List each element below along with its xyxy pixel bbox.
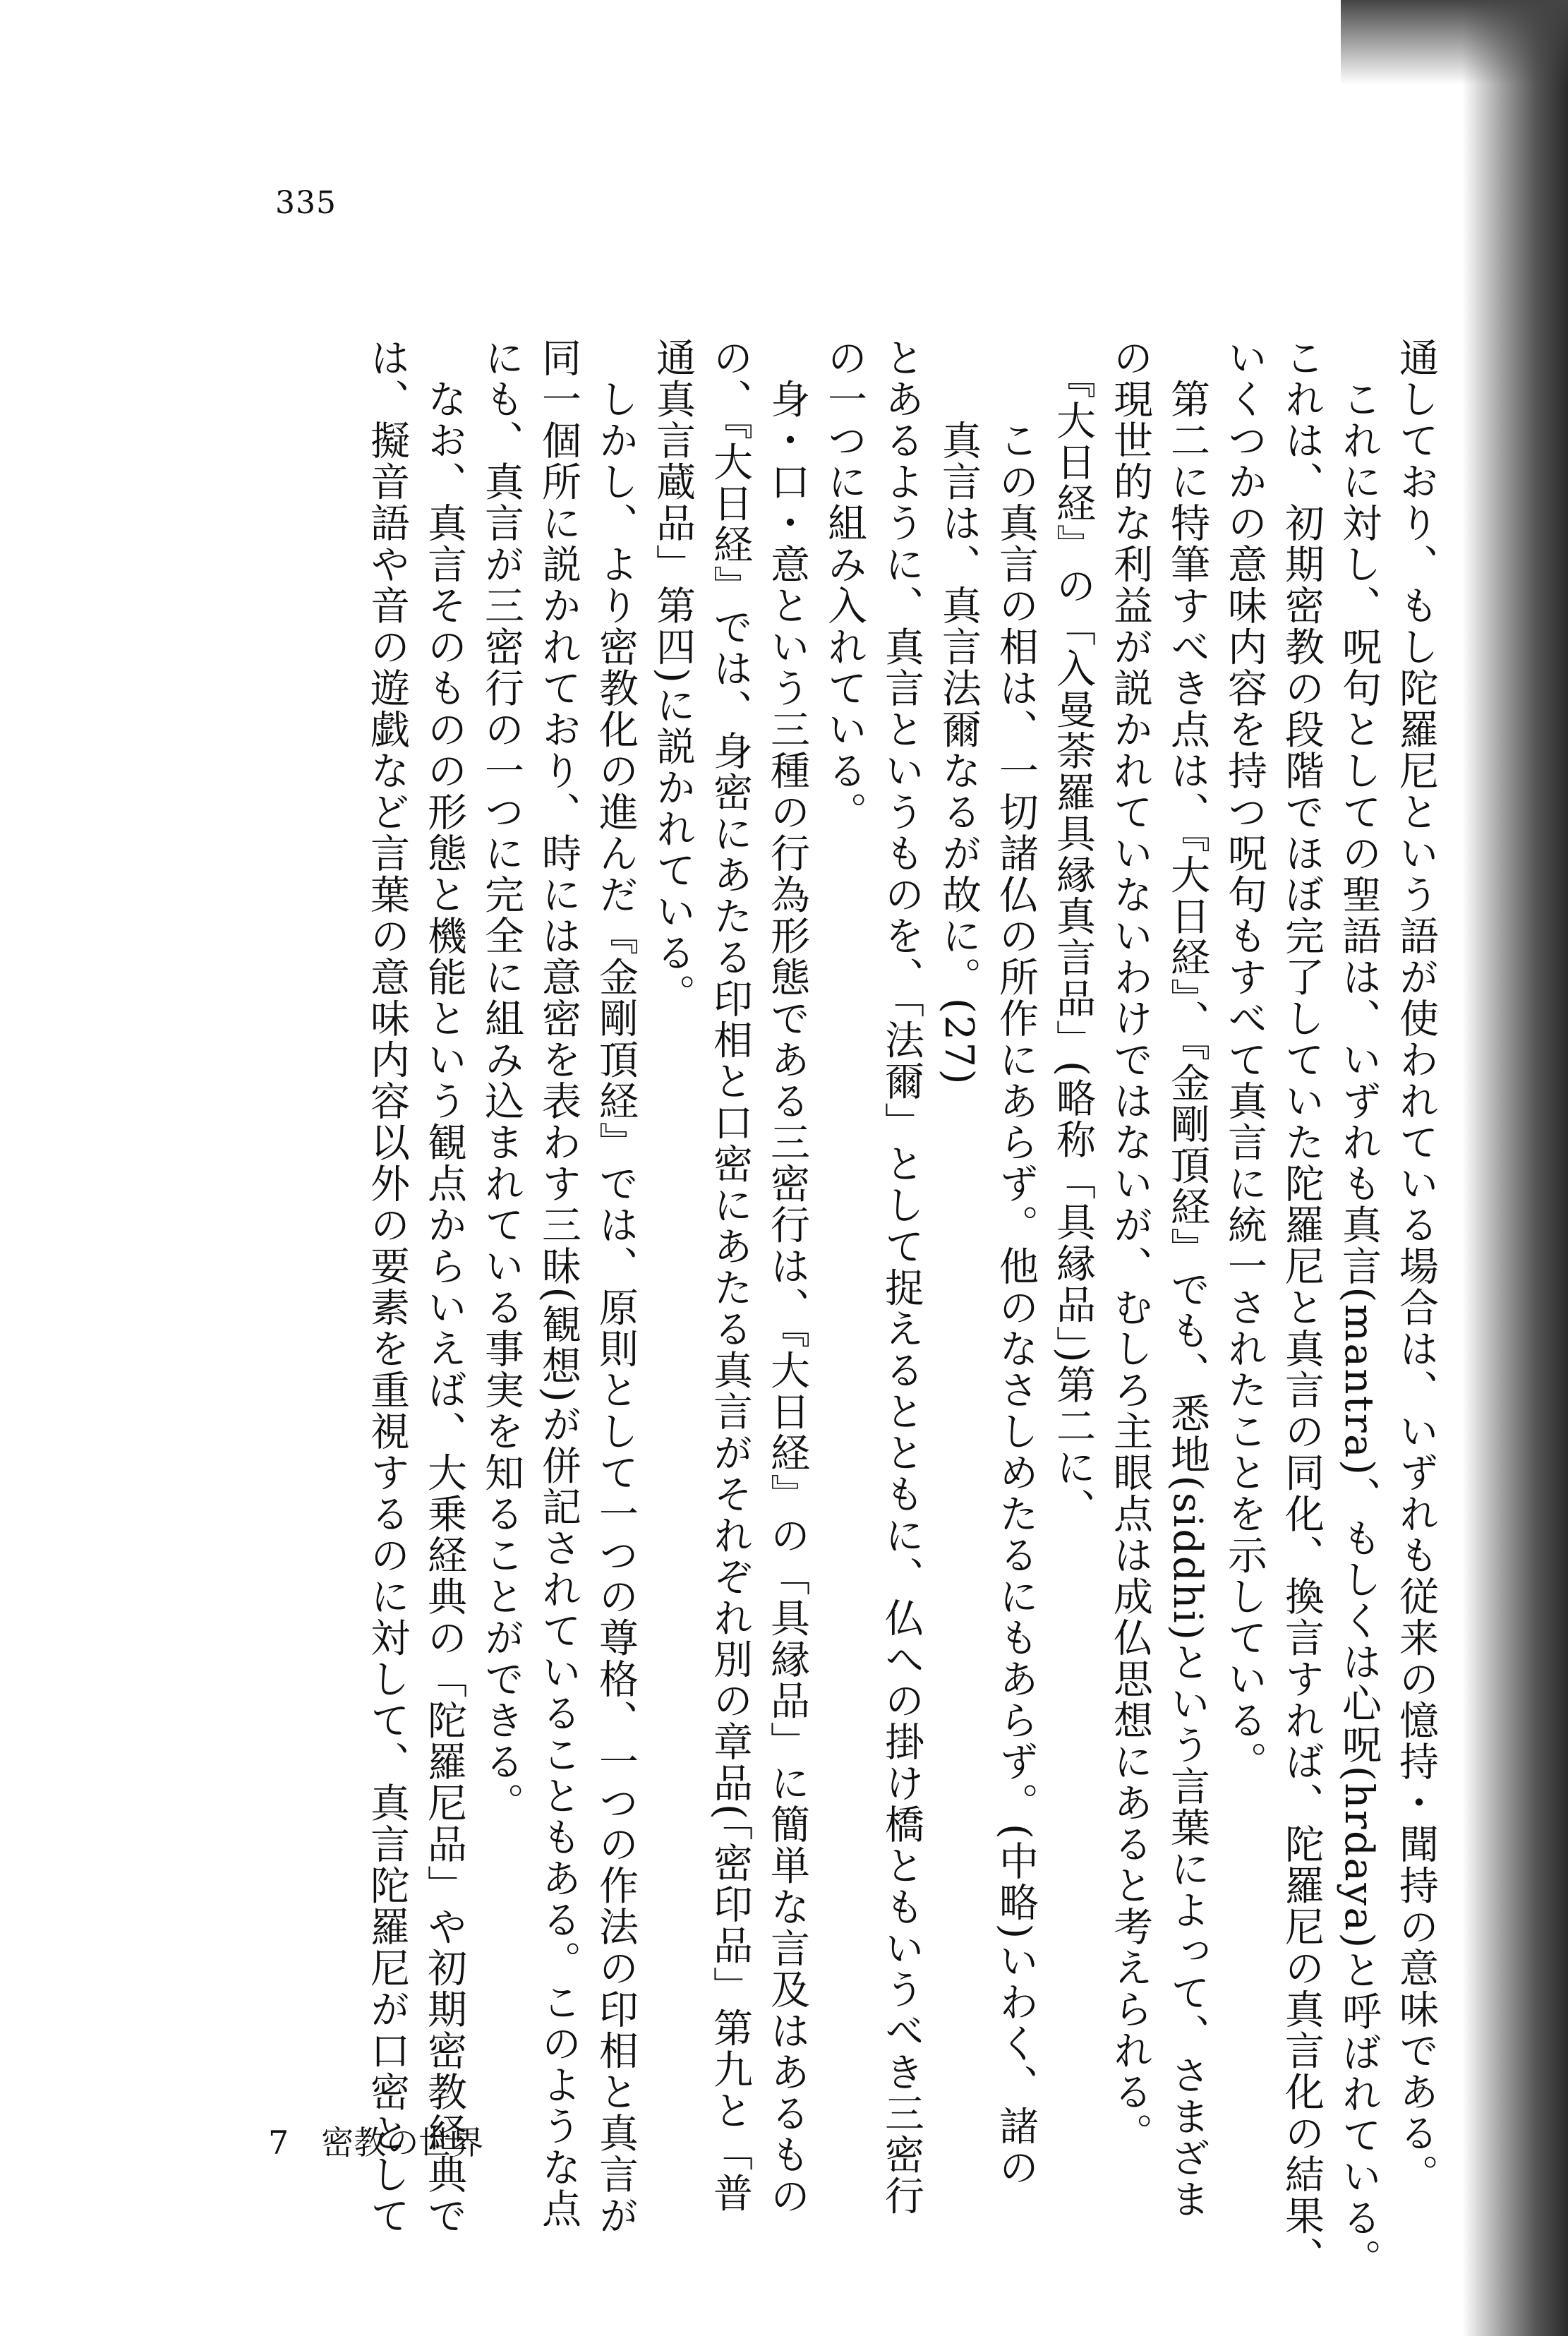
text-line: 第二に特筆すべき点は、『大日経』、『金剛頂経』でも、悉地(siddhi)という言葉によって、さまざま bbox=[1164, 337, 1210, 2220]
scan-edge-shadow bbox=[1462, 0, 1568, 2336]
quote-line: この真言の相は、一切諸仏の所作にあらず。他のなさしめたるにもあらず。(中略)いわく、諸の bbox=[993, 337, 1039, 2189]
scan-top-shadow bbox=[1341, 0, 1568, 85]
text-line: の一つに組み入れている。 bbox=[821, 337, 867, 833]
text-line: 身・口・意という三種の行為形態である三密行は、『大日経』の「具縁品」に簡単な言及はあるもの bbox=[764, 337, 810, 2217]
text-line: これに対し、呪句としての聖語は、いずれも真言(mantra)、もしくは心呪(hrdaya)と呼ばれている。 bbox=[1336, 337, 1382, 2280]
text-line: は、擬音語や音の遊戯など言葉の意味内容以外の要素を重視するのに対して、真言陀羅尼が口密として bbox=[364, 337, 410, 2236]
text-line: とあるように、真言というものを、「法爾」として捉えるとともに、仏への掛け橋ともいうべき三密行 bbox=[879, 337, 924, 2217]
text-line: 『大日経』の「入曼荼羅具縁真言品」(略称「具縁品」)第二に、 bbox=[1050, 337, 1096, 1530]
running-footer: 7 密教の世界 bbox=[268, 2124, 484, 2162]
text-line: 同一個所に説かれており、時には意密を表わす三昧(観想)が併記されていることもある。このような点 bbox=[536, 337, 581, 2230]
text-line: にも、真言が三密行の一つに完全に組み込まれている事実を知ることができる。 bbox=[478, 337, 524, 1824]
text-line: しかし、より密教化の進んだ『金剛頂経』では、原則として一つの尊格、一つの作法の印相と真言が bbox=[593, 337, 639, 2236]
page-number: 335 bbox=[275, 185, 337, 221]
quote-line: 真言は、真言法爾なるが故に。(27) bbox=[936, 337, 982, 1086]
text-line: なお、真言そのものの形態と機能という観点からいえば、大乗経典の「陀羅尼品」や初期密教経典で bbox=[421, 337, 467, 2236]
text-line: いくつかの意味内容を持つ呪句もすべて真言に統一されたことを示している。 bbox=[1222, 337, 1267, 1783]
text-line: の現世的な利益が説かれていないわけではないが、むしろ主眼点は成仏思想にあると考えられる。 bbox=[1107, 337, 1153, 2154]
text-line: これは、初期密教の段階でほぼ完了していた陀羅尼と真言の同化、換言すれば、陀羅尼の真言化の結果、 bbox=[1279, 337, 1325, 2278]
text-line: 通しており、もし陀羅尼という語が使われている場合は、いずれも従来の憶持・聞持の意味である。 bbox=[1393, 337, 1439, 2196]
text-line: の、『大日経』では、身密にあたる印相と口密にあたる真言がそれぞれ別の章品(「密印品」第九と「普 bbox=[707, 337, 753, 2215]
text-line: 通真言蔵品」第四)に説かれている。 bbox=[650, 337, 696, 1016]
